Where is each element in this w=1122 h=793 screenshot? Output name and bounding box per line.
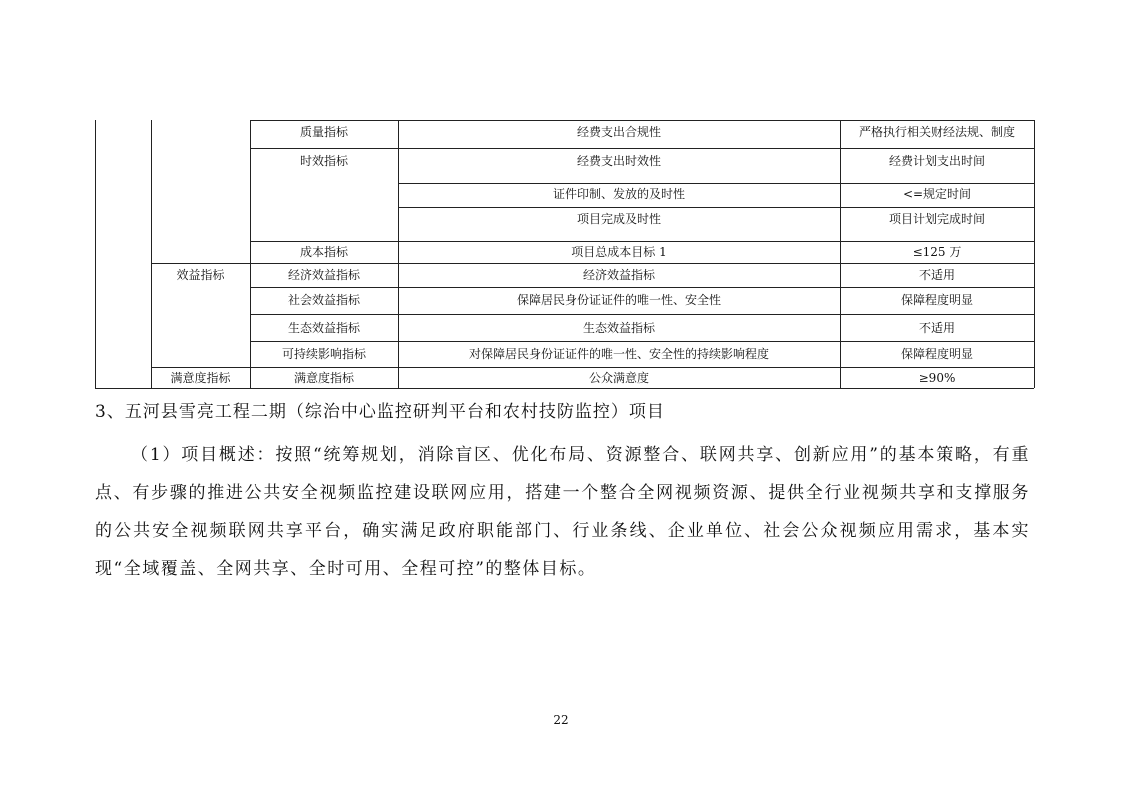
table-cell-indicator: 社会效益指标 xyxy=(287,293,360,307)
table-row-line xyxy=(250,341,1034,342)
table-cell-category: 效益指标 xyxy=(176,268,225,282)
table-cell-item: 保障居民身份证证件的唯一性、安全性 xyxy=(516,293,721,307)
table-cell-item: 项目总成本目标 1 xyxy=(571,245,667,259)
table-row-line xyxy=(398,183,1034,184)
table-cell-value: 不适用 xyxy=(918,268,955,282)
table-cell-indicator: 可持续影响指标 xyxy=(281,347,366,361)
table-cell-indicator: 满意度指标 xyxy=(293,371,354,385)
table-cell-value: 严格执行相关财经法规、制度 xyxy=(858,125,1015,139)
table-row-line xyxy=(250,314,1034,315)
table-cell-category: 满意度指标 xyxy=(170,371,231,385)
table-cell-indicator: 生态效益指标 xyxy=(287,321,360,335)
table-row-line xyxy=(151,263,1034,264)
table-col-divider-1 xyxy=(151,120,152,388)
table-row-line xyxy=(250,148,1034,149)
page-number: 22 xyxy=(553,713,569,727)
table-row-line xyxy=(151,367,1034,368)
table-cell-item: 经济效益指标 xyxy=(582,268,655,282)
table-border-right xyxy=(1034,120,1035,388)
table-border-bottom xyxy=(95,388,1034,389)
table-row-line xyxy=(398,207,1034,208)
table-cell-indicator: 经济效益指标 xyxy=(287,268,360,282)
table-cell-value: 不适用 xyxy=(918,321,955,335)
table-cell-value: 项目计划完成时间 xyxy=(888,212,985,226)
table-row-line xyxy=(250,241,1034,242)
table-cell-item: 证件印制、发放的及时性 xyxy=(552,187,685,201)
table-cell-item: 对保障居民身份证证件的唯一性、安全性的持续影响程度 xyxy=(468,347,769,361)
table-cell-item: 生态效益指标 xyxy=(582,321,655,335)
section-paragraph: （1）项目概述：按照“统筹规划，消除盲区、优化布局、资源整合、联网共享、创新应用”的基本策略，有重点、有步骤的推进公共安全视频监控建设联网应用，搭建一个整合全网视频资源、提供全行业视频共享和支撑服务的公共安全视频联网共享平台，确实满足政府职能部门、行业条线、企业单位、社会公众视频应用需求，基本实现“全域覆盖、全网共享、全时可用、全程可控”的整体目标。 xyxy=(95,445,1030,579)
table-cell-indicator: 质量指标 xyxy=(299,125,348,139)
table-cell-indicator: 时效指标 xyxy=(299,154,348,168)
table-cell-value: 保障程度明显 xyxy=(900,293,973,307)
table-cell-value: <=规定时间 xyxy=(902,187,972,201)
table-cell-value: 经费计划支出时间 xyxy=(888,154,985,168)
table-cell-item: 公众满意度 xyxy=(588,371,649,385)
table-border-left xyxy=(95,120,96,388)
section-heading: 3、五河县雪亮工程二期（综治中心监控研判平台和农村技防监控）项目 xyxy=(95,402,665,422)
table-cell-item: 项目完成及时性 xyxy=(576,212,661,226)
table-cell-value: 保障程度明显 xyxy=(900,347,973,361)
table-cell-value: ≤125 万 xyxy=(912,245,962,259)
table-cell-value: ≥90% xyxy=(918,371,956,385)
table-cell-item: 经费支出时效性 xyxy=(576,154,661,168)
table-cell-item: 经费支出合规性 xyxy=(576,125,661,139)
table-cell-indicator: 成本指标 xyxy=(299,245,348,259)
table-row-line xyxy=(250,120,1034,121)
table-row-line xyxy=(250,287,1034,288)
